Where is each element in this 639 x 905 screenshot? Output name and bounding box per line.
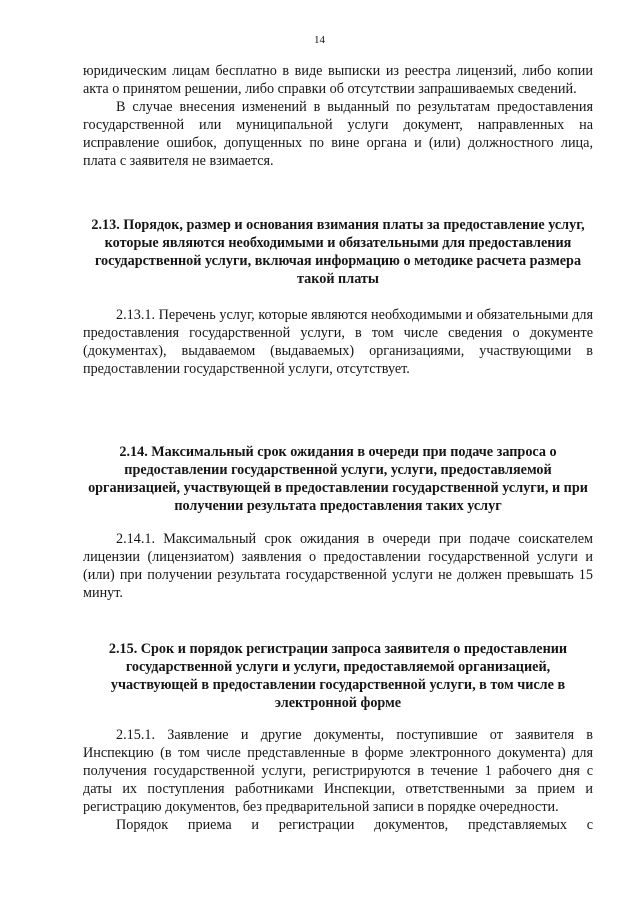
section-2-13-body <box>83 306 593 378</box>
section-2-14-body <box>83 530 593 602</box>
section-2-14-heading: 2.14. Максимальный срок ожидания в очереди при подаче запроса о предоставлении государственной услуги, услуги, предоставляемой организацией, участвующей в предоставлении государственной услуги, и при получении результата предоставления таких услуг <box>88 444 588 514</box>
section-2-15-heading: 2.15. Срок и порядок регистрации запроса заявителя о предоставлении государственной услуги и услуги, предоставляемой организацией, участвующей в предоставлении государственной услуги, в том числе в электронной форме <box>108 641 568 711</box>
intro-paragraph-1: юридическим лицам бесплатно в виде выписки из реестра лицензий, либо копии акта о принятом решении, либо справки об отсутствии запрашиваемых сведений. <box>83 63 593 97</box>
section-2-15-body <box>83 726 593 834</box>
section-2-15-paragraph-1: 2.15.1. Заявление и другие документы, поступившие от заявителя в Инспекцию (в том числе представленные в форме электронного документа) для получения государственной услуги, регистрируются в течение 1 рабочего дня с даты их поступления работниками Инспекции, ответственными за прием и регистрацию документов, без предварительной записи в порядке очередности. <box>83 727 593 815</box>
section-2-13-heading: 2.13. Порядок, размер и основания взимания платы за предоставление услуг, которые являются необходимыми и обязательными для предоставления государственной услуги, включая информацию о методике расчета размера такой платы <box>91 217 585 287</box>
page-number: 14 <box>314 34 325 46</box>
intro-block <box>83 62 593 170</box>
section-2-14-paragraph-1: 2.14.1. Максимальный срок ожидания в очереди при подаче соискателем лицензии (лицензиатом) заявления о предоставлении государственной услуги и (или) при получении результата государственной услуги не должен превышать 15 минут. <box>83 531 593 601</box>
section-2-15-paragraph-2: Порядок приема и регистрации документов, представляемых с <box>116 817 593 833</box>
section-2-13-paragraph-1: 2.13.1. Перечень услуг, которые являются необходимыми и обязательными для предоставления государственной услуги, в том числе сведения о документе (документах), выдаваемом (выдаваемых) организациями, участвующими в предоставлении государственной услуги, отсутствует. <box>83 307 593 377</box>
intro-paragraph-2: В случае внесения изменений в выданный по результатам предоставления государственной или муниципальной услуги документ, направленных на исправление ошибок, допущенных по вине органа и (или) должностного лица, плата с заявителя не взимается. <box>83 99 593 169</box>
